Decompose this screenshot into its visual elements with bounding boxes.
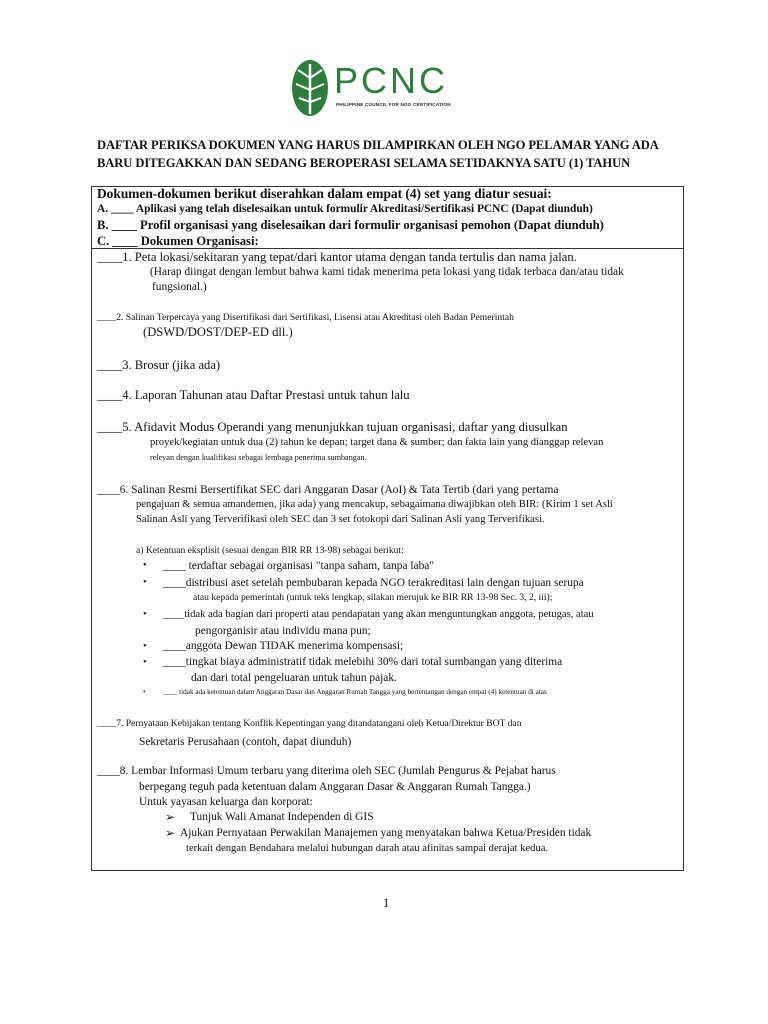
provision-2-line-2: atau kepada pemerintah (untuk teks lengkap, silakan merujuk ke BIR RR 13-98 Sec. 3, 2, iii); <box>193 592 553 603</box>
item-2: ____2. Salinan Terpercaya yang Disertifikasi dari Sertifikasi, Lisensi atau Akreditasi oleh Badan Pemerintah <box>97 312 514 323</box>
provision-2: ____distribusi aset setelah pembubaran kepada NGO terakreditasi lain dengan tujuan serupa <box>163 577 584 589</box>
bullet-icon: • <box>143 688 146 696</box>
provision-3-line-2: pengorganisir atau individu mana pun; <box>195 625 371 637</box>
header-item-b: B. ____ Profil organisasi yang diselesaikan dari formulir organisasi pemohon (Dapat diunduh) <box>97 218 604 232</box>
family-foundation-item-2-line-2: terkait dengan Bendahara melalui hubungan darah atau afinitas sampai derajat kedua. <box>186 843 549 854</box>
item-5-line-3: relevan dengan kualifikasi sebagai lembaga penerima sumbangan. <box>150 453 367 462</box>
item-5-line-2: proyek/kegiatan untuk dua (2) tahun ke depan; target dana & sumber; dan fakta lain yang dianggap relevan <box>150 437 604 448</box>
document-title-line-1: DAFTAR PERIKSA DOKUMEN YANG HARUS DILAMPIRKAN OLEH NGO PELAMAR YANG ADA <box>97 138 659 152</box>
arrow-bullet-icon: ➢ <box>165 810 176 824</box>
bullet-icon: • <box>143 641 147 652</box>
bullet-icon: • <box>143 609 147 620</box>
item-8-line-3: Untuk yayasan keluarga dan korporat: <box>139 796 313 808</box>
item-5: ____5. Afidavit Modus Operandi yang menunjukkan tujuan organisasi, daftar yang diusulkan <box>97 420 568 434</box>
header-item-a: A. ____ Aplikasi yang telah diselesaikan untuk formulir Akreditasi/Sertifikasi PCNC (Dapat diunduh) <box>97 203 593 215</box>
item-4: ____4. Laporan Tahunan atau Daftar Prestasi untuk tahun lalu <box>97 388 410 402</box>
item-1-note-1: (Harap diingat dengan lembut bahwa kami tidak menerima peta lokasi yang tidak terbaca dan/atau tidak <box>150 266 624 278</box>
header-intro: Dokumen-dokumen berikut diserahkan dalam empat (4) set yang diatur sesuai: <box>97 186 552 201</box>
item-8-line-2: berpegang teguh pada ketentuan dalam Anggaran Dasar & Anggaran Rumah Tangga.) <box>139 781 531 793</box>
header-item-c: C. ____ Dokumen Organisasi: <box>97 234 259 248</box>
family-foundation-item-1: Tunjuk Wali Amanat Independen di GIS <box>190 811 374 823</box>
item-6-line-2: pengajuan & semua amandemen, jika ada) yang mencakup, sebagaimana diwajibkan oleh BIR: (Kirim 1 set Asli <box>136 499 613 510</box>
bullet-icon: • <box>143 560 147 571</box>
provision-3: ____tidak ada bagian dari properti atau pendapatan yang akan menguntungkan anggota, petugas, atau <box>163 609 594 620</box>
page-number: 1 <box>383 896 390 910</box>
leaf-emblem-icon <box>290 58 330 118</box>
document-title-line-2: BARU DITEGAKKAN DAN SEDANG BEROPERASI SELAMA SETIDAKNYA SATU (1) TAHUN <box>97 156 631 170</box>
arrow-bullet-icon: ➢ <box>165 826 176 840</box>
item-7: ____7. Pernyataan Kebijakan tentang Konflik Kepentingan yang ditandatangani oleh Ketua/Direktur BOT dan <box>97 718 522 729</box>
bullet-icon: • <box>143 577 147 588</box>
provision-4: ____anggota Dewan TIDAK menerima kompensasi; <box>163 640 404 652</box>
logo-subtitle: PHILIPPINE COUNCIL FOR NGO CERTIFICATION <box>336 102 451 107</box>
item-2-note: (DSWD/DOST/DEP-ED dll.) <box>143 325 293 339</box>
provision-5-line-2: dan dari total pengeluaran untuk tahun pajak. <box>191 672 397 684</box>
item-6-line-3: Salinan Asli yang Terverifikasi oleh SEC dan 3 set fotokopi dari Salinan Asli yang Terverifikasi. <box>136 514 545 525</box>
provision-6: ____ tidak ada ketentuan dalam Anggaran Dasar dan Anggaran Rumah Tangga yang bertentangan dengan empat (4) ketentuan di atas <box>163 688 547 696</box>
item-8: ____8. Lembar Informasi Umum terbaru yang diterima oleh SEC (Jumlah Pengurus & Pejabat harus <box>97 765 556 777</box>
bullet-icon: • <box>143 657 147 668</box>
family-foundation-item-2: Ajukan Pernyataan Perwakilan Manajemen yang menyatakan bahwa Ketua/Presiden tidak <box>180 827 592 839</box>
pcnc-logo <box>290 58 450 120</box>
item-6: ____6. Salinan Resmi Bersertifikat SEC dari Anggaran Dasar (AoI) & Tata Tertib (dari yang pertama <box>97 484 559 496</box>
item-6-provisions: a) Ketentuan eksplisit (sesuai dengan BIR RR 13-98) sebagai berikut: <box>136 545 404 556</box>
item-1-note-2: fungsional.) <box>152 281 207 293</box>
provision-1: ____ terdaftar sebagai organisasi "tanpa saham, tanpa laba" <box>163 560 434 572</box>
item-1: ____1. Peta lokasi/sekitaran yang tepat/dari kantor utama dengan tanda tertulis dan nama jalan. <box>97 250 577 264</box>
item-3: ____3. Brosur (jika ada) <box>97 358 221 372</box>
item-7-line-2: Sekretaris Perusahaan (contoh, dapat diunduh) <box>139 736 352 748</box>
provision-5: ____tingkat biaya administratif tidak melebihi 30% dari total sumbangan yang diterima <box>163 656 563 668</box>
logo-wordmark: PCNC <box>334 60 449 101</box>
